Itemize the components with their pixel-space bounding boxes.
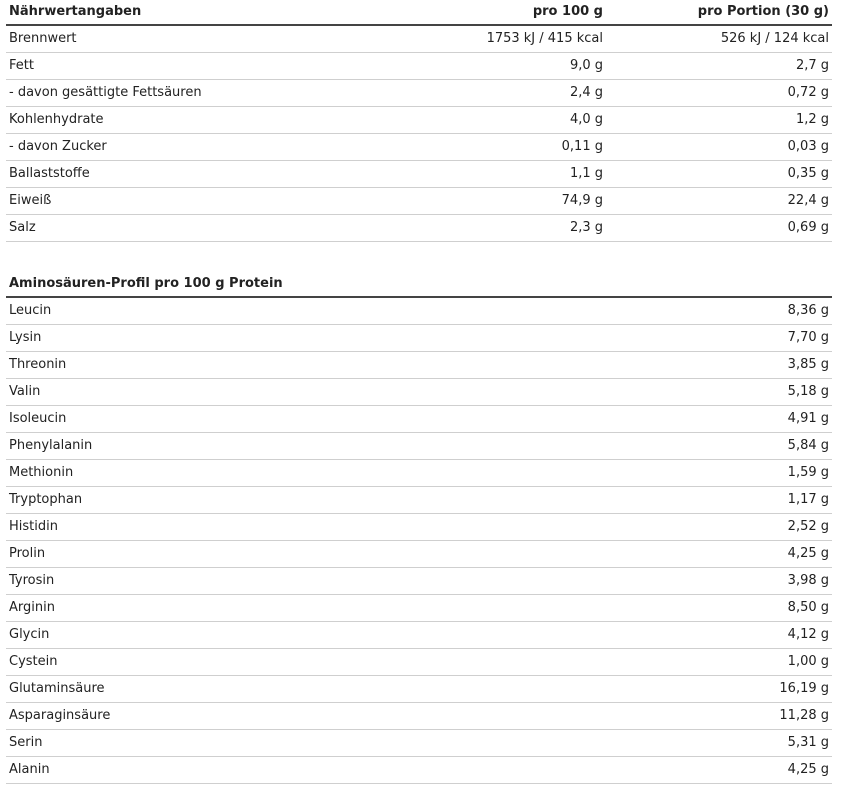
nutrient-name: Brennwert <box>6 25 346 53</box>
nutrition-header-per100: pro 100 g <box>346 0 606 25</box>
nutrient-per-portion: 1,2 g <box>606 107 832 134</box>
table-row <box>6 352 832 379</box>
amino-spacer <box>346 379 606 406</box>
amino-value: 4,25 g <box>606 541 832 568</box>
nutrient-name: - davon gesättigte Fettsäuren <box>6 80 346 107</box>
amino-name: Isoleucin <box>6 406 346 433</box>
table-row <box>6 757 832 784</box>
amino-body <box>6 297 832 784</box>
nutrient-name: Fett <box>6 53 346 80</box>
amino-value: 16,19 g <box>606 676 832 703</box>
amino-spacer <box>346 433 606 460</box>
amino-name: Tyrosin <box>6 568 346 595</box>
amino-spacer <box>346 352 606 379</box>
table-row <box>6 134 832 161</box>
amino-name: Histidin <box>6 514 346 541</box>
amino-name: Arginin <box>6 595 346 622</box>
amino-name: Glycin <box>6 622 346 649</box>
nutrition-table <box>6 0 832 242</box>
table-row <box>6 107 832 134</box>
amino-name: Asparaginsäure <box>6 703 346 730</box>
table-row <box>6 406 832 433</box>
nutrient-per100: 74,9 g <box>346 188 606 215</box>
table-row <box>6 649 832 676</box>
table-row <box>6 541 832 568</box>
amino-name: Alanin <box>6 757 346 784</box>
amino-value: 3,98 g <box>606 568 832 595</box>
section-gap <box>6 242 832 272</box>
amino-value: 1,00 g <box>606 649 832 676</box>
amino-value: 8,36 g <box>606 297 832 325</box>
nutrient-per-portion: 526 kJ / 124 kcal <box>606 25 832 53</box>
amino-spacer <box>346 703 606 730</box>
amino-spacer <box>346 460 606 487</box>
table-row <box>6 460 832 487</box>
nutrient-per-portion: 0,35 g <box>606 161 832 188</box>
table-row <box>6 215 832 242</box>
amino-name: Serin <box>6 730 346 757</box>
amino-spacer <box>346 649 606 676</box>
table-row <box>6 487 832 514</box>
amino-header-row <box>6 272 832 297</box>
table-row <box>6 325 832 352</box>
amino-name: Glutaminsäure <box>6 676 346 703</box>
table-row <box>6 188 832 215</box>
amino-value: 4,25 g <box>606 757 832 784</box>
amino-value: 2,52 g <box>606 514 832 541</box>
amino-name: Leucin <box>6 297 346 325</box>
amino-spacer <box>346 514 606 541</box>
amino-spacer <box>346 622 606 649</box>
amino-value: 1,59 g <box>606 460 832 487</box>
table-row <box>6 379 832 406</box>
nutrient-name: - davon Zucker <box>6 134 346 161</box>
amino-name: Methionin <box>6 460 346 487</box>
amino-value: 11,28 g <box>606 703 832 730</box>
nutrient-per-portion: 22,4 g <box>606 188 832 215</box>
amino-name: Threonin <box>6 352 346 379</box>
amino-name: Cystein <box>6 649 346 676</box>
amino-value: 7,70 g <box>606 325 832 352</box>
amino-table <box>6 272 832 784</box>
amino-name: Tryptophan <box>6 487 346 514</box>
amino-name: Prolin <box>6 541 346 568</box>
nutrient-per100: 2,4 g <box>346 80 606 107</box>
amino-value: 3,85 g <box>606 352 832 379</box>
nutrient-name: Ballaststoffe <box>6 161 346 188</box>
nutrition-header-label: Nährwertangaben <box>6 0 346 25</box>
amino-value: 4,91 g <box>606 406 832 433</box>
nutrition-header-row <box>6 0 832 25</box>
amino-spacer <box>346 541 606 568</box>
nutrient-per100: 9,0 g <box>346 53 606 80</box>
table-row <box>6 514 832 541</box>
amino-header-label: Aminosäuren-Profil pro 100 g Protein <box>6 272 832 297</box>
table-row <box>6 622 832 649</box>
table-row <box>6 297 832 325</box>
amino-value: 5,84 g <box>606 433 832 460</box>
nutrient-name: Eiweiß <box>6 188 346 215</box>
amino-spacer <box>346 730 606 757</box>
nutrient-per-portion: 0,72 g <box>606 80 832 107</box>
nutrient-per100: 1753 kJ / 415 kcal <box>346 25 606 53</box>
nutrient-per100: 0,11 g <box>346 134 606 161</box>
nutrient-name: Salz <box>6 215 346 242</box>
amino-value: 5,31 g <box>606 730 832 757</box>
amino-spacer <box>346 676 606 703</box>
amino-spacer <box>346 757 606 784</box>
amino-name: Lysin <box>6 325 346 352</box>
amino-spacer <box>346 595 606 622</box>
amino-spacer <box>346 325 606 352</box>
table-row <box>6 595 832 622</box>
nutrient-per-portion: 2,7 g <box>606 53 832 80</box>
table-row <box>6 676 832 703</box>
amino-value: 8,50 g <box>606 595 832 622</box>
table-row <box>6 568 832 595</box>
table-row <box>6 25 832 53</box>
nutrient-per100: 2,3 g <box>346 215 606 242</box>
nutrient-per-portion: 0,69 g <box>606 215 832 242</box>
amino-name: Phenylalanin <box>6 433 346 460</box>
table-row <box>6 703 832 730</box>
table-row <box>6 730 832 757</box>
table-row <box>6 80 832 107</box>
nutrient-name: Kohlenhydrate <box>6 107 346 134</box>
table-row <box>6 53 832 80</box>
amino-value: 4,12 g <box>606 622 832 649</box>
table-row <box>6 161 832 188</box>
amino-name: Valin <box>6 379 346 406</box>
nutrition-header-per-portion: pro Portion (30 g) <box>606 0 832 25</box>
amino-spacer <box>346 487 606 514</box>
table-row <box>6 433 832 460</box>
amino-spacer <box>346 568 606 595</box>
amino-spacer <box>346 297 606 325</box>
nutrient-per-portion: 0,03 g <box>606 134 832 161</box>
amino-value: 5,18 g <box>606 379 832 406</box>
nutrition-body <box>6 25 832 242</box>
amino-value: 1,17 g <box>606 487 832 514</box>
amino-spacer <box>346 406 606 433</box>
nutrient-per100: 4,0 g <box>346 107 606 134</box>
nutrient-per100: 1,1 g <box>346 161 606 188</box>
